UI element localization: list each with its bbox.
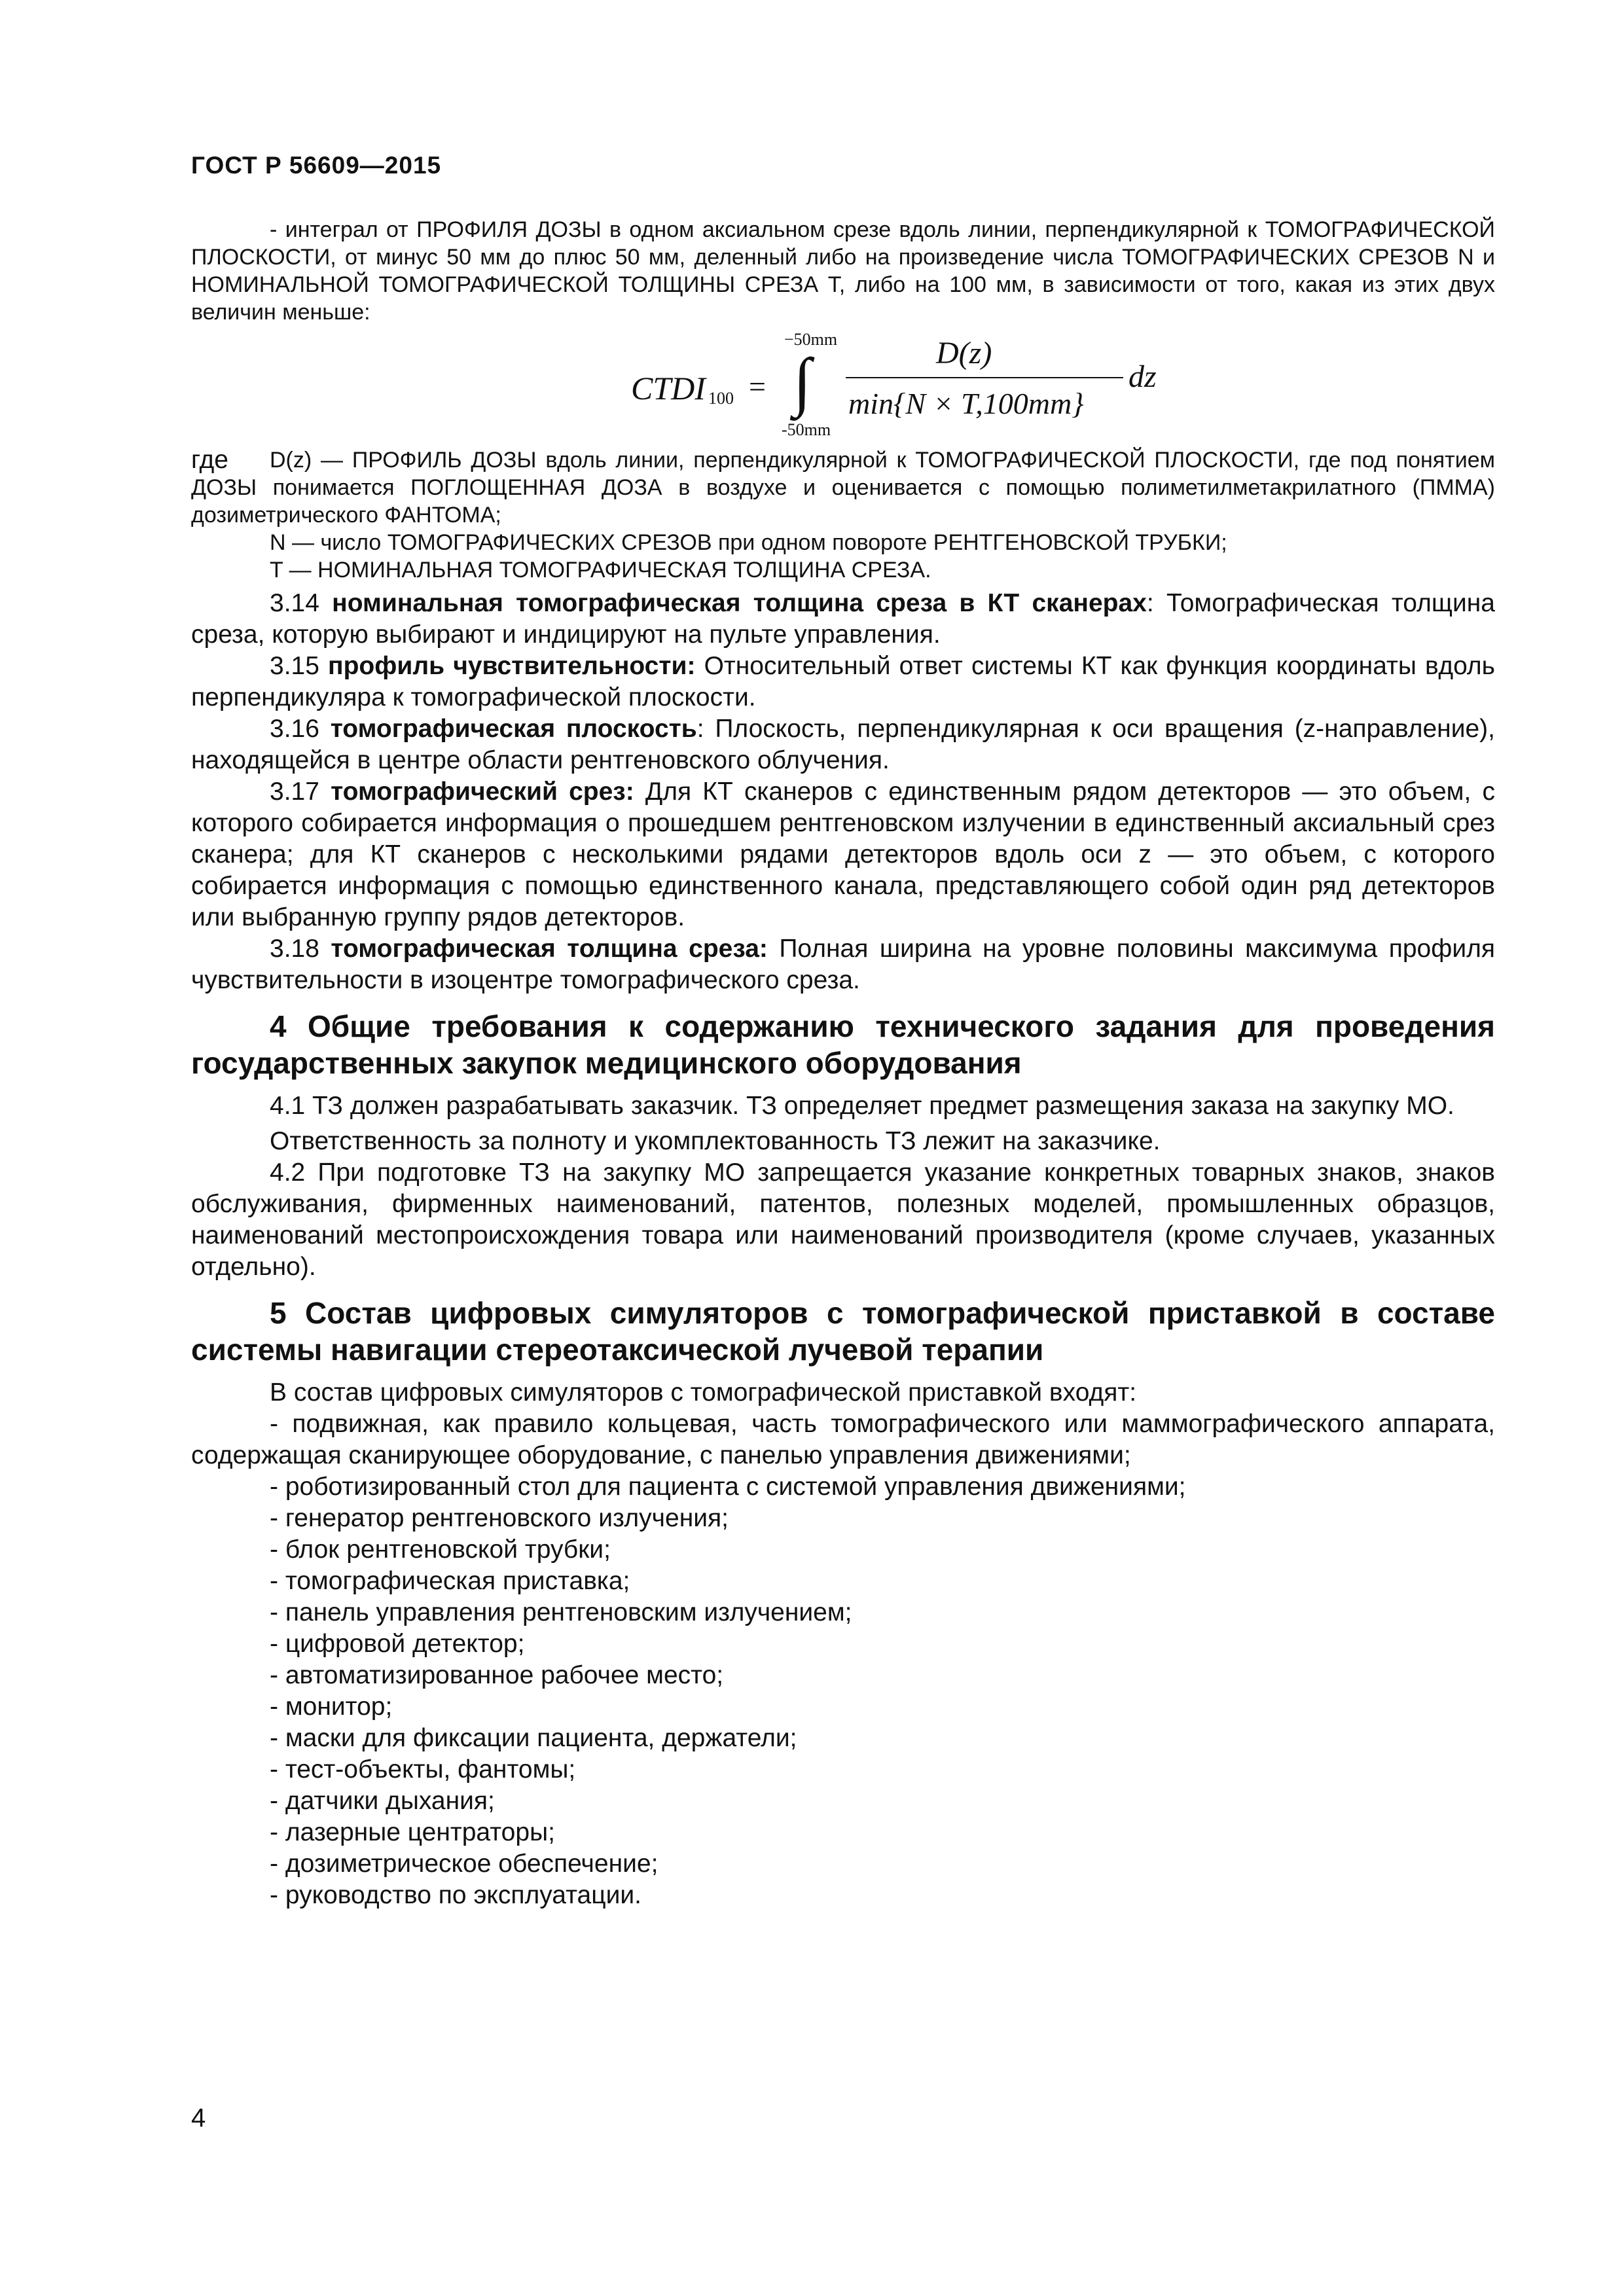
- list-item: - датчики дыхания;: [270, 1787, 495, 1815]
- section-5-heading: 5 Состав цифровых симуляторов с томографической приставкой в составе системы навигации стереотаксической лучевой терапии: [191, 1296, 1495, 1367]
- formula-lower-limit: -50mm: [782, 420, 831, 439]
- term-number: 3.16: [270, 715, 319, 743]
- ctdi-formula: [191, 326, 1495, 444]
- formula-numerator: D(z): [936, 336, 992, 370]
- where-d-definition: D(z) — ПРОФИЛЬ ДОЗЫ вдоль линии, перпендикулярной к ТОМОГРАФИЧЕСКОЙ ПЛОСКОСТИ, где под понятием ДОЗЫ понимается ПОГЛОЩЕННАЯ ДОЗА в воздухе и оценивается с помощью полиметилметакрилатного (ПММА) дозиметрического ФАНТОМА;: [191, 448, 1495, 528]
- list-item: - цифровой детектор;: [270, 1630, 525, 1658]
- formula-upper-limit: −50mm: [784, 330, 838, 349]
- component-list: [191, 1408, 1495, 1911]
- term-3-17: [191, 776, 1495, 933]
- term-3-16: [191, 713, 1495, 776]
- term-number: 3.14: [270, 589, 319, 617]
- term-title: профиль чувствительности:: [328, 652, 696, 680]
- list-item: - лазерные центраторы;: [270, 1818, 555, 1846]
- formula-lhs: CTDI: [631, 370, 706, 406]
- term-number: 3.15: [270, 652, 319, 680]
- list-item: - роботизированный стол для пациента с системой управления движениями;: [270, 1473, 1186, 1501]
- where-t-definition: T — НОМИНАЛЬНАЯ ТОМОГРАФИЧЕСКАЯ ТОЛЩИНА СРЕЗА.: [270, 558, 931, 583]
- term-3-14: [191, 588, 1495, 651]
- formula-lhs-sub: 100: [708, 389, 734, 408]
- document-header: ГОСТ Р 56609—2015: [191, 152, 442, 179]
- term-number: 3.18: [270, 935, 319, 963]
- list-item: - монитор;: [270, 1693, 393, 1721]
- list-item: - тест-объекты, фантомы;: [270, 1755, 576, 1784]
- term-title: номинальная томографическая толщина среза в КТ сканерах: [332, 589, 1147, 617]
- page-number: 4: [191, 2104, 206, 2132]
- term-title: томографическая плоскость: [330, 715, 697, 743]
- term-title: томографическая толщина среза:: [331, 935, 768, 963]
- list-item: - автоматизированное рабочее место;: [270, 1661, 724, 1689]
- term-title: томографический срез:: [331, 778, 634, 806]
- ctdi-definition: - интеграл от ПРОФИЛЯ ДОЗЫ в одном аксиальном срезе вдоль линии, перпендикулярной к ТОМОГРАФИЧЕСКОЙ ПЛОСКОСТИ, от минус 50 мм до плюс 50 мм, деленный либо на произведение числа ТОМОГРАФИЧЕСКИХ СРЕЗОВ N и НОМИНАЛЬНОЙ ТОМОГРАФИЧЕСКОЙ ТОЛЩИНЫ СРЕЗА T, либо на 100 мм, в зависимости от того, какая из этих двух величин меньше:: [191, 217, 1495, 325]
- where-n-definition: N — число ТОМОГРАФИЧЕСКИХ СРЕЗОВ при одном повороте РЕНТГЕНОВСКОЙ ТРУБКИ;: [270, 530, 1227, 555]
- section-5-intro: В состав цифровых симуляторов с томографической приставкой входят:: [270, 1378, 1137, 1407]
- term-definition: : Томографическая толщина среза, которую выбирают и индицируют на пульте управления.: [191, 589, 1495, 649]
- list-item: - блок рентгеновской трубки;: [270, 1535, 611, 1564]
- term-3-18: [191, 933, 1495, 996]
- list-item: - руководство по эксплуатации.: [270, 1881, 641, 1909]
- list-item: - панель управления рентгеновским излучением;: [270, 1598, 852, 1626]
- formula-denominator: min{N × T,100mm}: [848, 387, 1084, 420]
- section-4-heading: 4 Общие требования к содержанию технического задания для проведения государственных закупок медицинского оборудования: [191, 1009, 1495, 1080]
- paragraph-4-1: 4.1 ТЗ должен разрабатывать заказчик. ТЗ определяет предмет размещения заказа на закупку МО.: [270, 1092, 1454, 1120]
- term-definition: : Плоскость, перпендикулярная к оси вращения (z-направление), находящейся в центре области рентгеновского облучения.: [191, 715, 1495, 774]
- list-item: - подвижная, как правило кольцевая, часть томографического или маммографического аппарата, содержащая сканирующее оборудование, с панелью управления движениями;: [191, 1410, 1495, 1469]
- term-definition: Для КТ сканеров с единственным рядом детекторов — это объем, с которого собирается информация о прошедшем рентгеновском излучении в единственный аксиальный срез сканера; для КТ сканеров с несколькими рядами детекторов вдоль оси z — это объем, с которого собирается информация с помощью единственного канала, представляющего собой один ряд детекторов или выбранную группу рядов детекторов.: [191, 778, 1495, 931]
- term-definition: Относительный ответ системы КТ как функция координаты вдоль перпендикуляра к томографической плоскости.: [191, 652, 1496, 711]
- integral-sign: ∫: [793, 345, 812, 418]
- page-body: [191, 216, 1495, 1911]
- where-label: где: [191, 446, 228, 474]
- formula-dz: dz: [1128, 359, 1157, 394]
- formula-equals: =: [749, 370, 766, 403]
- list-item: - томографическая приставка;: [270, 1567, 630, 1595]
- paragraph-4-2: 4.2 При подготовке ТЗ на закупку МО запрещается указание конкретных товарных знаков, знаков обслуживания, фирменных наименований, патентов, полезных моделей, промышленных образцов, наименований местопроисхождения товара или наименований производителя (кроме случаев, указанных отдельно).: [191, 1158, 1495, 1281]
- term-definition: Полная ширина на уровне половины максимума профиля чувствительности в изоцентре томографического среза.: [191, 935, 1495, 994]
- fraction-bar: [846, 377, 1123, 378]
- list-item: - маски для фиксации пациента, держатели;: [270, 1724, 797, 1752]
- list-item: - генератор рентгеновского излучения;: [270, 1504, 729, 1532]
- term-3-15: [191, 651, 1495, 713]
- paragraph-4-1-responsibility: Ответственность за полноту и укомплектованность ТЗ лежит на заказчике.: [270, 1127, 1161, 1155]
- list-item: - дозиметрическое обеспечение;: [270, 1850, 659, 1878]
- term-number: 3.17: [270, 778, 319, 806]
